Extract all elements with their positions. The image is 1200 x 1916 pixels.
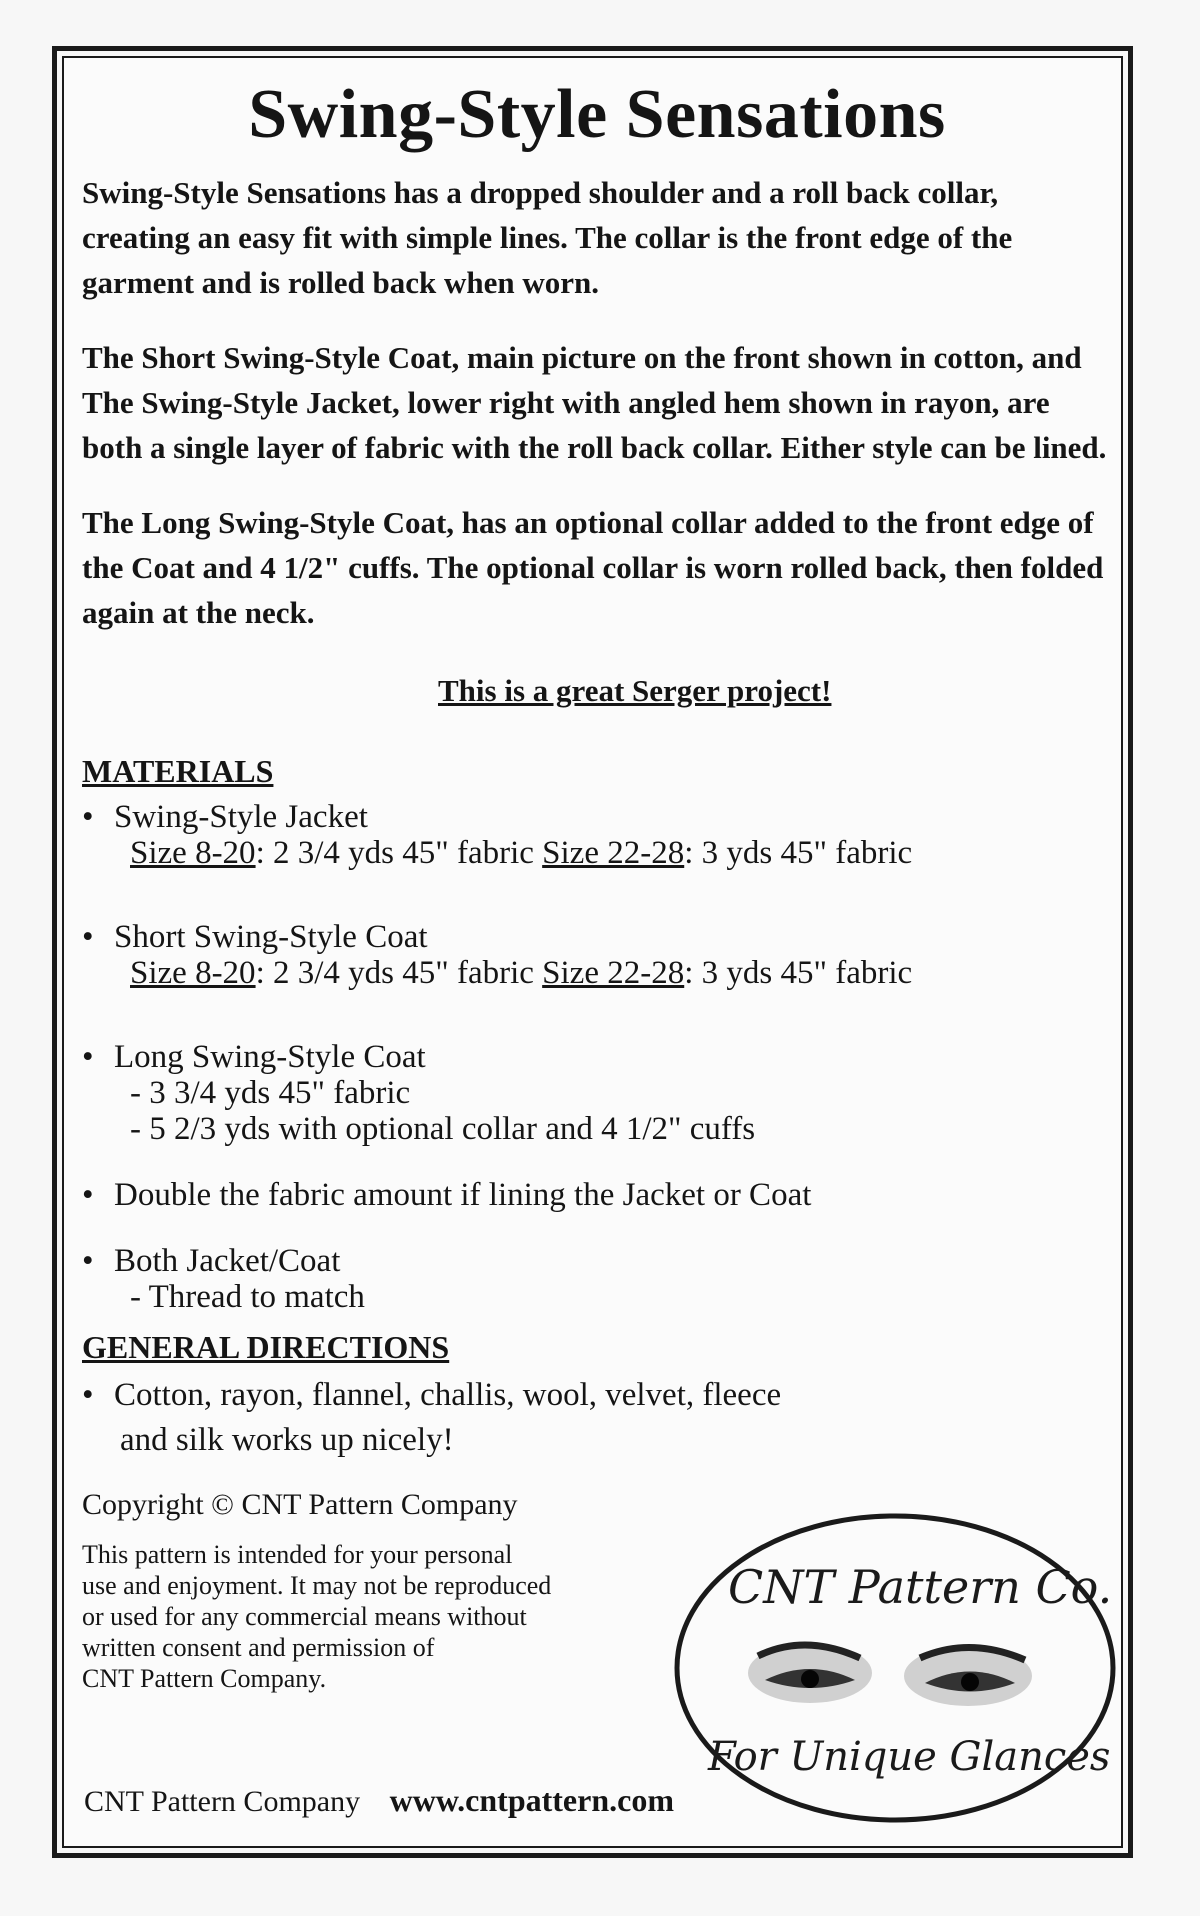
- intro-paragraph-1: Swing-Style Sensations has a dropped shoulder and a roll back collar, creating an easy fit with simple lines. The collar is the front edge of the garment and is rolled back when worn.: [82, 175, 1013, 300]
- general-directions-body: [82, 1373, 1112, 1463]
- bullet-icon: •: [82, 1177, 94, 1213]
- both-line-1: - Thread to match: [130, 1279, 365, 1315]
- list-item-jacket: [82, 799, 1112, 871]
- list-item-double: [82, 1177, 1112, 1213]
- notice-line-4: written consent and permission of: [82, 1633, 435, 1662]
- bullet-icon: •: [82, 1377, 94, 1413]
- footer: [84, 1782, 674, 1819]
- materials-list: [82, 799, 1112, 1315]
- short-coat-amount-a: : 2 3/4 yds 45" fabric: [255, 955, 543, 991]
- short-coat-size-b: Size 22-28: [542, 955, 685, 991]
- footer-company: CNT Pattern Company: [84, 1785, 361, 1818]
- bullet-icon: •: [82, 919, 94, 955]
- usage-notice: [82, 1539, 682, 1694]
- intro-paragraph-2: The Short Swing-Style Coat, main picture on the front shown in cotton, and The Swing-Style Jacket, lower right with angled hem shown in rayon, are both a single layer of fabric with the roll back collar. Either style can be lined.: [82, 340, 1107, 465]
- long-coat-line-2: - 5 2/3 yds with optional collar and 4 1/2" cuffs: [130, 1111, 756, 1147]
- general-line-2: and silk works up nicely!: [120, 1422, 454, 1458]
- list-item-both: [82, 1243, 1112, 1315]
- long-coat-name: Long Swing-Style Coat: [114, 1039, 426, 1075]
- short-coat-size-a: Size 8-20: [130, 955, 256, 991]
- bullet-icon: •: [82, 799, 94, 835]
- notice-line-1: This pattern is intended for your personal: [82, 1540, 513, 1569]
- short-coat-sizes: [114, 955, 1112, 991]
- general-directions-heading: GENERAL DIRECTIONS: [82, 1329, 450, 1365]
- cnt-logo: [670, 1508, 1120, 1828]
- copyright-text: Copyright © CNT Pattern Company: [82, 1488, 518, 1521]
- logo-graphic: [670, 1508, 1120, 1828]
- materials-heading: MATERIALS: [82, 753, 274, 789]
- short-coat-amount-b: : 3 yds 45" fabric: [684, 955, 913, 991]
- serger-note: This is a great Serger project!: [438, 673, 832, 708]
- logo-bottom-text: For Unique Glances: [708, 1734, 1111, 1780]
- short-coat-name: Short Swing-Style Coat: [114, 919, 428, 955]
- list-item-long-coat: [82, 1039, 1112, 1147]
- both-name: Both Jacket/Coat: [114, 1243, 341, 1279]
- double-fabric-note: Double the fabric amount if lining the Jacket or Coat: [114, 1177, 812, 1213]
- intro-section: [82, 170, 1112, 635]
- jacket-size-b: Size 22-28: [542, 835, 685, 871]
- jacket-name: Swing-Style Jacket: [114, 799, 368, 835]
- notice-line-2: use and enjoyment. It may not be reproduced: [82, 1571, 552, 1600]
- bullet-icon: •: [82, 1243, 94, 1279]
- page-content: [82, 70, 1112, 1694]
- jacket-amount-b: : 3 yds 45" fabric: [684, 835, 913, 871]
- eyes-icon: [748, 1643, 1032, 1706]
- list-item-short-coat: [82, 919, 1112, 991]
- general-line-1: Cotton, rayon, flannel, challis, wool, velvet, fleece: [114, 1377, 782, 1413]
- intro-paragraph-3: The Long Swing-Style Coat, has an optional collar added to the front edge of the Coat and 4 1/2" cuffs. The optional collar is worn rolled back, then folded again at the neck.: [82, 505, 1104, 630]
- notice-line-5: CNT Pattern Company.: [82, 1664, 327, 1693]
- jacket-sizes: [114, 835, 1112, 871]
- notice-line-3: or used for any commercial means without: [82, 1602, 527, 1631]
- jacket-size-a: Size 8-20: [130, 835, 256, 871]
- page-title: Swing-Style Sensations: [248, 76, 946, 153]
- long-coat-line-1: - 3 3/4 yds 45" fabric: [130, 1075, 411, 1111]
- jacket-amount-a: : 2 3/4 yds 45" fabric: [255, 835, 543, 871]
- logo-top-text: CNT Pattern Co.: [728, 1560, 1113, 1614]
- footer-url[interactable]: www.cntpattern.com: [389, 1782, 674, 1818]
- bullet-icon: •: [82, 1039, 94, 1075]
